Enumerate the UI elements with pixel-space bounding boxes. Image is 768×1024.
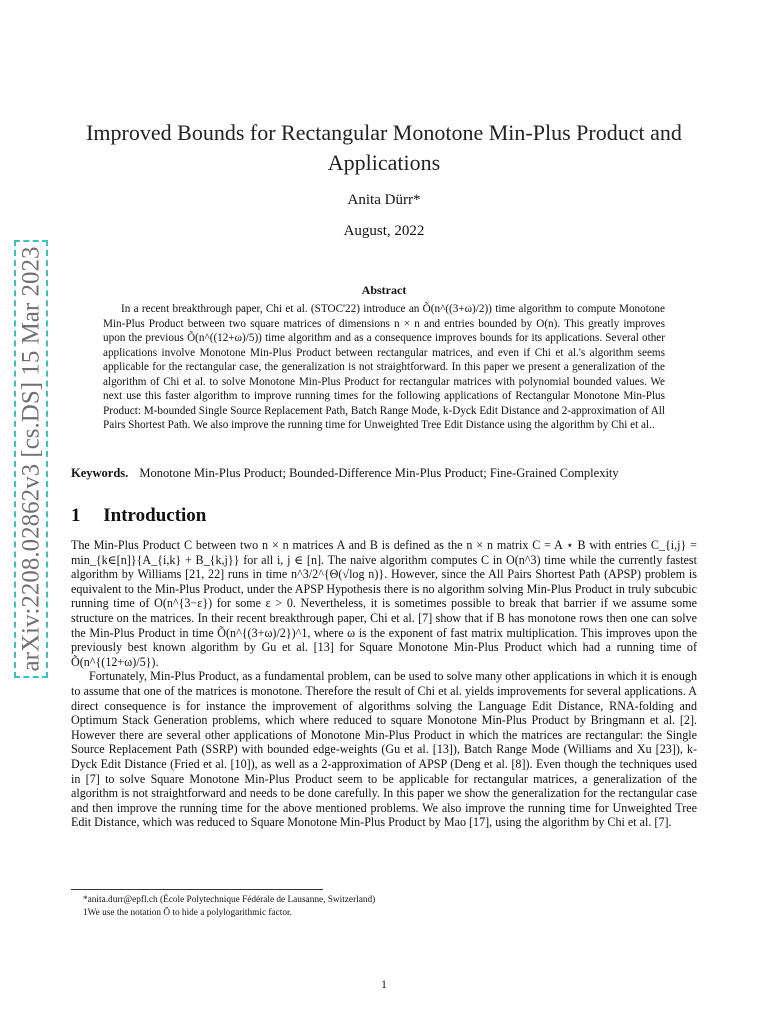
author-name: Anita Dürr* — [347, 192, 421, 208]
footnotes — [71, 894, 697, 920]
keywords-text: Monotone Min-Plus Product; Bounded-Difference Min-Plus Product; Fine-Grained Complexity — [139, 466, 619, 480]
abstract-text: In a recent breakthrough paper, Chi et al. (STOC'22) introduce an Õ(n^((3+ω)/2)) time algorithm to compute Monotone Min-Plus Product between two square matrices of dimensions n × n and entries bounded by O(n). This greatly improves upon the previous Õ(n^((12+ω)/5)) time algorithm and as a consequence improves bounds for its applications. Several other applications involve Monotone Min-Plus Product between rectangular matrices, and even if Chi et al.'s algorithm seems applicable for the rectangular case, the generalization is not straightforward. In this paper we present a generalization of the algorithm of Chi et al. to solve Monotone Min-Plus Product for rectangular matrices with polynomial bounded values. We next use this faster algorithm to improve running times for the following applications of Rectangular Monotone Min-Plus Product: M-bounded Single Source Replacement Path, Batch Range Mode, k-Dyck Edit Distance and 2-approximation of All Pairs Shortest Path. We also improve the running time for Unweighted Tree Edit Distance using the algorithm by Chi et al.. — [103, 303, 665, 431]
page-number: 1 — [381, 979, 387, 991]
paper-title: Improved Bounds for Rectangular Monotone Min-Plus Product and Applications — [86, 120, 682, 175]
footnote-author-email: *anita.durr@epfl.ch (École Polytechnique Fédérale de Lausanne, Switzerland) — [83, 895, 376, 905]
introduction-body — [71, 538, 697, 830]
keywords-line — [71, 466, 697, 481]
intro-paragraph: Fortunately, Min-Plus Product, as a fundamental problem, can be used to solve many other applications in which it is enough to assume that one of the matrices is monotone. Therefore the result of Chi et al. yields improvements for several applications. A direct consequence is for instance the improvement of algorithms solving the Language Edit Distance, RNA-folding and Optimum Stack Generation problems, which where reduced to square Monotone Min-Plus Product by Bringmann et al. [2]. However there are several other applications of Monotone Min-Plus Product in which the matrices are rectangular: the Single Source Replacement Path (SSRP) with bounded edge-weights (Gu et al. [13]), Batch Range Mode (Williams and Xu [23]), k-Dyck Edit Distance (Fried et al. [10]), as well as a 2-approximation of APSP (Deng et al. [8]). Even though the techniques used in [7] to solve Square Monotone Min-Plus Product seem to be applicable for rectangular matrices, a generalization of the algorithm is not straightforward and needs to be done carefully. In this paper we show the generalization for the rectangular case and then improve the running time for the above mentioned problems. We also improve the running time for Unweighted Tree Edit Distance, which was reduced to Square Monotone Min-Plus Product by Mao [17], using the algorithm by Chi et al. [7]. — [71, 669, 697, 830]
keywords-label: Keywords. — [71, 466, 129, 480]
section-number: 1 — [71, 505, 81, 526]
arxiv-identifier-text: arXiv:2208.02862v3 [cs.DS] 15 Mar 2023 — [17, 246, 45, 672]
intro-paragraph: The Min-Plus Product C between two n × n matrices A and B is defined as the n × n matrix C = A ⋆ B with entries C_{i,j} = min_{k∈[n]}{A_{i,k} + B_{k,j}} for all i, j ∈ [n]. The naive algorithm computes C in O(n^3) time while the currently fastest algorithm by Williams [21, 22] runs in time n^3/2^{Θ(√log n)}. However, since the All Pairs Shortest Path (APSP) problem is equivalent to the Min-Plus Product, under the APSP Hypothesis there is no algorithm solving Min-Plus Product in truly subcubic running time of O(n^{3−ε}) for some ε > 0. Nevertheless, it is sometimes possible to break that barrier if we assume some structure on the matrices. In their recent breakthrough paper, Chi et al. [7] show that if B has monotone rows then one can solve the Min-Plus Product in time Õ(n^{(3+ω)/2})^1, where ω is the exponent of fast matrix multiplication. This improves upon the previously best known algorithm by Gu et al. [13] for Square Monotone Min-Plus Product which had a running time of Õ(n^{(12+ω)/5}). — [71, 538, 697, 669]
publication-date: August, 2022 — [343, 223, 425, 239]
footnote-divider — [71, 889, 323, 890]
footnote-notation: 1We use the notation Õ to hide a polylogarithmic factor. — [83, 908, 292, 918]
section-title: Introduction — [103, 505, 207, 526]
arxiv-identifier-stamp — [14, 240, 48, 678]
section-heading — [71, 505, 206, 527]
abstract-heading: Abstract — [361, 283, 407, 297]
